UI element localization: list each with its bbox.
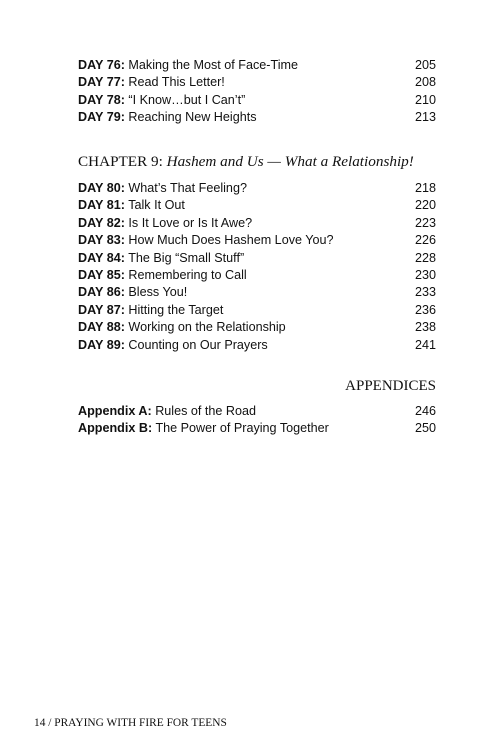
- toc-entry: [78, 232, 436, 249]
- toc-entry-label: [78, 403, 256, 420]
- chapter-title: Hashem and Us — What a Relationship!: [166, 153, 414, 170]
- toc-entry-page: 238: [414, 320, 436, 335]
- toc-entry-prefix: DAY 80:: [78, 181, 125, 195]
- toc-list-chapter-9: [78, 180, 436, 354]
- toc-entry-prefix: DAY 89:: [78, 337, 125, 352]
- toc-entry-label: [78, 267, 247, 284]
- toc-entry-title: Bless You!: [128, 285, 188, 300]
- toc-entry: [78, 284, 436, 301]
- toc-entry-prefix: DAY 88:: [78, 320, 125, 335]
- toc-entry-prefix: DAY 82:: [78, 215, 125, 230]
- toc-entry-page: 228: [414, 250, 436, 265]
- toc-entry: [78, 180, 436, 197]
- toc-entry: [78, 92, 436, 109]
- toc-entry-prefix: Appendix A:: [78, 404, 152, 418]
- toc-entry: [78, 267, 436, 284]
- toc-entry-label: [78, 232, 334, 249]
- toc-entry-prefix: DAY 79:: [78, 110, 125, 125]
- toc-entry-page: 205: [414, 58, 436, 72]
- toc-entry-page: 246: [414, 404, 436, 418]
- toc-list-top: [78, 57, 436, 127]
- toc-entry: [78, 197, 436, 214]
- toc-entry-prefix: Appendix B:: [78, 421, 153, 436]
- toc-entry: [78, 302, 436, 319]
- toc-entry-label: [78, 420, 329, 437]
- toc-entry-prefix: DAY 87:: [78, 302, 125, 317]
- toc-entry-page: 213: [414, 110, 436, 125]
- toc-entry-page: 250: [414, 421, 436, 436]
- toc-entry-page: 230: [414, 267, 436, 282]
- toc-entry-page: 241: [414, 337, 436, 352]
- appendices-heading: APPENDICES: [345, 378, 436, 394]
- toc-entry-prefix: DAY 78:: [78, 92, 125, 107]
- toc-entry-title: Working on the Relationship: [128, 320, 286, 335]
- toc-entry-title: Hitting the Target: [128, 302, 224, 317]
- toc-entry-page: 208: [414, 75, 436, 90]
- toc-entry-label: [78, 284, 187, 301]
- toc-entry: [78, 337, 436, 354]
- toc-entry-title: Read This Letter!: [128, 75, 225, 90]
- page-footer: 14 / PRAYING WITH FIRE FOR TEENS: [34, 717, 227, 729]
- toc-entry-page: 233: [414, 285, 436, 300]
- toc-entry-title: “I Know…but I Can’t”: [128, 92, 246, 107]
- toc-entry-prefix: DAY 81:: [78, 198, 125, 213]
- toc-entry-label: [78, 197, 185, 214]
- toc-entry-label: [78, 57, 298, 74]
- toc-entry-prefix: DAY 84:: [78, 250, 125, 265]
- chapter-heading: [78, 152, 440, 172]
- toc-entry-title: Counting on Our Prayers: [128, 337, 268, 352]
- toc-entry-title: Talk It Out: [128, 198, 185, 213]
- toc-entry: [78, 57, 436, 74]
- toc-entry-title: Is It Love or Is It Awe?: [128, 215, 253, 230]
- toc-entry-label: [78, 337, 268, 354]
- toc-entry-title: What’s That Feeling?: [128, 181, 247, 195]
- toc-entry-prefix: DAY 76:: [78, 58, 125, 72]
- toc-entry-title: The Power of Praying Together: [155, 421, 329, 436]
- toc-entry: [78, 250, 436, 267]
- toc-entry-label: [78, 302, 223, 319]
- toc-entry: [78, 215, 436, 232]
- toc-entry: [78, 403, 436, 420]
- toc-entry-label: [78, 250, 244, 267]
- toc-entry: [78, 74, 436, 91]
- toc-entry-label: [78, 92, 245, 109]
- toc-entry-title: Remembering to Call: [128, 267, 247, 282]
- toc-entry-page: 226: [414, 233, 436, 248]
- toc-entry-title: Rules of the Road: [155, 404, 257, 418]
- toc-entry-title: Reaching New Heights: [128, 110, 257, 125]
- toc-entry-label: [78, 109, 257, 126]
- toc-entry-title: Making the Most of Face-Time: [128, 58, 299, 72]
- toc-entry: [78, 319, 436, 336]
- toc-entry-page: 218: [414, 181, 436, 195]
- chapter-label: CHAPTER 9:: [78, 153, 167, 170]
- toc-entry-title: The Big “Small Stuff”: [128, 250, 245, 265]
- toc-entry: [78, 420, 436, 437]
- toc-entry-label: [78, 74, 225, 91]
- toc-entry-prefix: DAY 83:: [78, 233, 125, 248]
- toc-entry-prefix: DAY 86:: [78, 285, 125, 300]
- toc-entry-page: 220: [414, 198, 436, 213]
- toc-entry-title: How Much Does Hashem Love You?: [128, 233, 334, 248]
- toc-entry-label: [78, 180, 247, 197]
- toc-entry-prefix: DAY 85:: [78, 267, 125, 282]
- toc-entry-label: [78, 319, 286, 336]
- toc-list-appendices: [78, 403, 436, 438]
- toc-entry-page: 236: [414, 302, 436, 317]
- toc-entry: [78, 109, 436, 126]
- toc-entry-label: [78, 215, 252, 232]
- toc-entry-page: 210: [414, 92, 436, 107]
- toc-entry-page: 223: [414, 215, 436, 230]
- toc-entry-prefix: DAY 77:: [78, 75, 125, 90]
